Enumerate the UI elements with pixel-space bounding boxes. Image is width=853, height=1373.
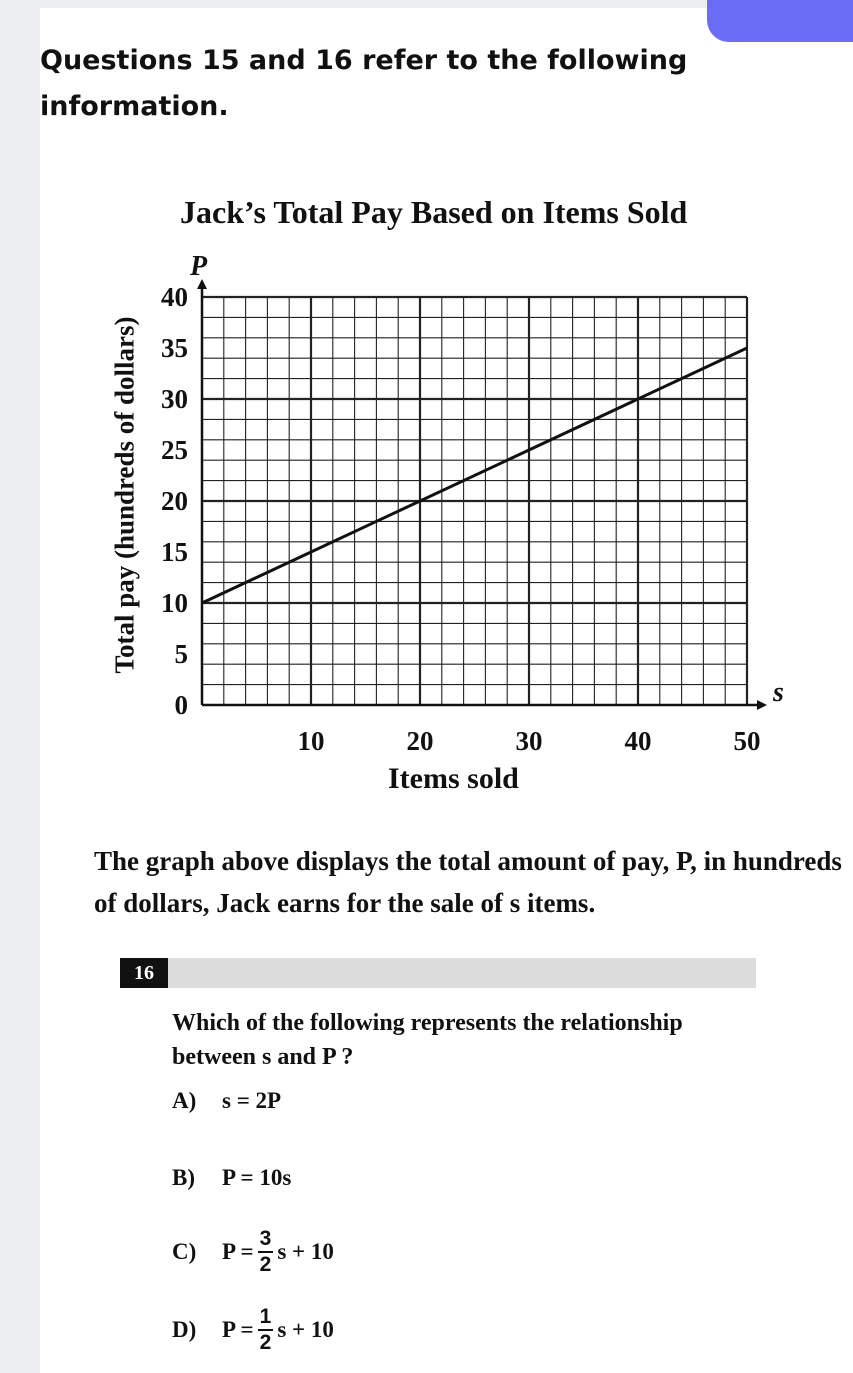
question-number: 16 [120,958,168,988]
chart-y-axis-label: Total pay (hundreds of dollars) [109,316,140,674]
fraction-denominator: 2 [259,1331,272,1354]
y-tick-label: 15 [161,537,188,567]
x-tick-label: 40 [624,726,652,756]
choice-a[interactable] [172,1088,281,1114]
x-axis-variable: s [773,677,784,708]
choice-expression-rhs: s + 10 [277,1239,334,1264]
y-tick-label: 20 [161,486,188,516]
choice-expression: s = 2P [222,1088,282,1113]
choice-d[interactable] [172,1305,334,1355]
chart-x-axis-label: Items sold [388,762,519,795]
choice-expression-lhs: P = [222,1317,254,1342]
fraction-numerator: 1 [258,1305,274,1331]
choice-expression: P = 10s [222,1165,292,1190]
questions-heading: Questions 15 and 16 refer to the following information. [40,45,688,122]
series-line [202,348,747,603]
choice-c[interactable] [172,1227,334,1277]
y-tick-label: 0 [174,690,188,720]
x-tick-label: 20 [406,726,434,756]
choice-expression-lhs: P = [222,1239,254,1264]
x-tick-label: 30 [515,726,543,756]
choice-expression-rhs: s + 10 [277,1317,334,1342]
choice-letter: C) [172,1239,197,1264]
fraction-denominator: 2 [259,1253,272,1276]
y-tick-label: 5 [174,639,188,669]
chart-ticks [161,251,784,756]
y-axis-variable: P [190,251,208,282]
fraction-numerator: 3 [258,1227,274,1253]
y-tick-label: 10 [161,588,188,618]
fraction [258,1305,274,1355]
choice-letter: D) [172,1317,197,1342]
y-tick-label: 25 [161,435,188,465]
choice-b[interactable] [172,1165,291,1191]
y-tick-label: 40 [161,282,188,312]
y-tick-label: 30 [161,384,188,414]
x-tick-label: 10 [297,726,325,756]
question-text: Which of the following represents the relationship between s and P ? [172,1010,683,1070]
x-axis-arrow [757,700,767,710]
graph-description: The graph above displays the total amount of pay, P, in hundreds of dollars, Jack earns for the sale of s items. [94,846,842,918]
chart-series [202,348,747,603]
fraction [258,1227,274,1277]
y-tick-label: 35 [161,333,188,363]
chart-title: Jack’s Total Pay Based on Items Sold [180,194,688,230]
x-tick-label: 50 [733,726,761,756]
question-header-bar [120,958,756,988]
choice-letter: A) [172,1088,197,1113]
choice-letter: B) [172,1165,195,1190]
